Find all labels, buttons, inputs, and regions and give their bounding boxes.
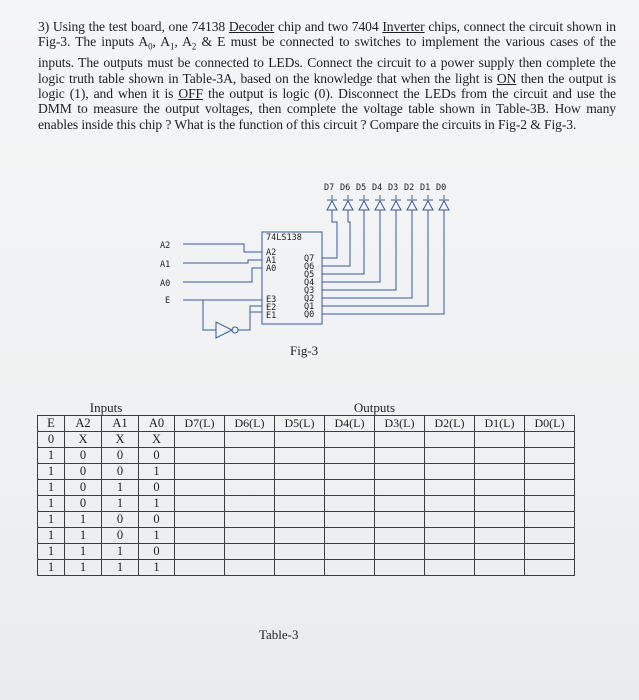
output-cell[interactable] — [375, 464, 425, 480]
output-cell[interactable] — [225, 528, 275, 544]
figure-caption: Fig-3 — [290, 343, 319, 358]
led-d0 — [439, 195, 449, 210]
input-cell: 1 — [65, 544, 102, 560]
label-a1: A1 — [160, 260, 171, 270]
output-cell[interactable] — [275, 432, 325, 448]
output-cell[interactable] — [275, 512, 325, 528]
led-d5 — [359, 195, 369, 210]
col-a1: A1 — [102, 416, 139, 432]
output-cell[interactable] — [525, 496, 575, 512]
input-cell: 1 — [65, 512, 102, 528]
input-cell: 1 — [38, 544, 65, 560]
input-cell: 1 — [102, 480, 139, 496]
wire-a0-chip — [233, 268, 262, 282]
table-row — [38, 480, 575, 496]
input-cell: 0 — [65, 464, 102, 480]
output-cell[interactable] — [325, 432, 375, 448]
input-cell: 0 — [102, 528, 139, 544]
pin-a1: A1 — [266, 256, 277, 266]
output-cell[interactable] — [425, 448, 475, 464]
wire-e-branch — [203, 300, 216, 330]
input-cell: 0 — [139, 544, 175, 560]
led-d2 — [407, 195, 417, 210]
inverter-word: Inverter — [382, 19, 425, 34]
output-cell[interactable] — [225, 496, 275, 512]
output-cell[interactable] — [425, 512, 475, 528]
outputs-header: Outputs — [353, 400, 396, 415]
output-cell[interactable] — [375, 480, 425, 496]
output-cell[interactable] — [325, 544, 375, 560]
col-d1: D1(L) — [475, 416, 525, 432]
output-cell[interactable] — [425, 480, 475, 496]
output-cell[interactable] — [375, 544, 425, 560]
table-row — [38, 512, 575, 528]
output-cell[interactable] — [375, 432, 425, 448]
input-cell: 1 — [139, 496, 175, 512]
question-number: 3) — [38, 19, 50, 34]
table-row — [38, 432, 575, 448]
pin-e3: E3 — [266, 295, 277, 305]
label-a2: A2 — [160, 241, 171, 251]
output-cell[interactable] — [475, 448, 525, 464]
table-group-header — [38, 401, 575, 416]
input-cell: 1 — [65, 528, 102, 544]
input-cell: 1 — [38, 512, 65, 528]
table-row — [38, 496, 575, 512]
inputs-header: Inputs — [89, 400, 123, 415]
output-cell[interactable] — [225, 544, 275, 560]
output-cell[interactable] — [475, 432, 525, 448]
input-cell: 1 — [139, 464, 175, 480]
input-cell: 1 — [139, 528, 175, 544]
output-cell[interactable] — [525, 480, 575, 496]
input-cell: 1 — [102, 560, 139, 576]
output-cell[interactable] — [425, 496, 475, 512]
input-cell: 0 — [65, 448, 102, 464]
col-d6: D6(L) — [225, 416, 275, 432]
table-column-header — [38, 416, 575, 432]
output-cell[interactable] — [525, 560, 575, 576]
output-cell[interactable] — [525, 544, 575, 560]
input-cell: X — [139, 432, 175, 448]
output-cell[interactable] — [475, 496, 525, 512]
pin-e2: E2 — [266, 303, 277, 313]
output-cell[interactable] — [325, 464, 375, 480]
input-cell: 1 — [38, 496, 65, 512]
table-row — [38, 560, 575, 576]
label-e: E — [165, 296, 171, 306]
input-cell: 1 — [102, 496, 139, 512]
pin-q1: Q1 — [304, 302, 315, 312]
output-cell[interactable] — [175, 544, 225, 560]
led-label-d0: D0 — [436, 183, 447, 193]
chip-label: 74LS138 — [266, 233, 302, 243]
input-cell: 1 — [65, 560, 102, 576]
off-word: OFF — [178, 85, 204, 101]
input-cell: 1 — [38, 528, 65, 544]
input-cell: 0 — [38, 432, 65, 448]
input-cell: 1 — [102, 544, 139, 560]
pin-e1: E1 — [266, 311, 277, 321]
output-cell[interactable] — [275, 464, 325, 480]
pin-q4: Q4 — [304, 278, 315, 288]
led-label-d3: D3 — [388, 183, 399, 193]
input-cell: 0 — [139, 512, 175, 528]
output-cell[interactable] — [325, 480, 375, 496]
output-cell[interactable] — [375, 512, 425, 528]
output-cell[interactable] — [425, 560, 475, 576]
output-cell[interactable] — [175, 528, 225, 544]
input-cell: 1 — [38, 480, 65, 496]
pin-q7: Q7 — [304, 254, 315, 264]
output-cell[interactable] — [425, 544, 475, 560]
on-word: ON — [496, 70, 517, 86]
decoder-word: Decoder — [228, 19, 275, 34]
output-cell[interactable] — [525, 432, 575, 448]
led-label-d6: D6 — [340, 183, 351, 193]
led-d1 — [423, 195, 433, 210]
col-d4: D4(L) — [325, 416, 375, 432]
col-d7: D7(L) — [175, 416, 225, 432]
input-cell: X — [102, 432, 139, 448]
pin-a0: A0 — [266, 264, 277, 274]
truth-table — [37, 401, 575, 576]
output-cell[interactable] — [475, 464, 525, 480]
col-e: E — [38, 416, 65, 432]
pin-q3: Q3 — [304, 286, 315, 296]
input-cell: 1 — [139, 560, 175, 576]
output-cell[interactable] — [225, 512, 275, 528]
output-cell[interactable] — [325, 448, 375, 464]
wire-inverter-out — [238, 306, 262, 330]
output-cell[interactable] — [375, 528, 425, 544]
table-row — [38, 528, 575, 544]
output-cell[interactable] — [375, 448, 425, 464]
output-cell[interactable] — [275, 496, 325, 512]
output-cell[interactable] — [175, 448, 225, 464]
output-cell[interactable] — [175, 512, 225, 528]
col-d2: D2(L) — [425, 416, 475, 432]
output-cell[interactable] — [475, 480, 525, 496]
input-cell: 0 — [139, 448, 175, 464]
label-a0: A0 — [160, 279, 171, 289]
output-cell[interactable] — [325, 528, 375, 544]
led-d3 — [391, 195, 401, 210]
output-cell[interactable] — [225, 448, 275, 464]
col-d0: D0(L) — [525, 416, 575, 432]
input-cell: 0 — [102, 464, 139, 480]
output-cell[interactable] — [225, 432, 275, 448]
output-cell[interactable] — [275, 528, 325, 544]
table-row — [38, 464, 575, 480]
output-cell[interactable] — [475, 528, 525, 544]
output-cell[interactable] — [325, 560, 375, 576]
output-cell[interactable] — [425, 464, 475, 480]
output-cell[interactable] — [275, 560, 325, 576]
output-cell[interactable] — [425, 528, 475, 544]
output-cell[interactable] — [175, 496, 225, 512]
input-cell: X — [65, 432, 102, 448]
output-cell[interactable] — [475, 560, 525, 576]
output-cell[interactable] — [225, 560, 275, 576]
led-label-d2: D2 — [404, 183, 415, 193]
table-caption: Table-3 — [259, 627, 299, 642]
pin-q5: Q5 — [304, 270, 315, 280]
output-cell[interactable] — [375, 496, 425, 512]
led-d4 — [375, 195, 385, 210]
question-text: 3) Using the test board, one 74138 Decoder chip and two 7404 Inverter chips, connect the circuit shown in Fig-3. The inputs $A_0$, $A_1$, $A_2$ & E must be connected to switches to implement the various cases of the inputs. The outputs must be connected to LEDs. Connect the circuit to a power supply then complete the logic truth table shown in Table-3A, based on the knowledge that when the light is ON then the output is logic (1), and when it is OFF the output is logic (0). Disconnect the LEDs from the circuit and use the DMM to measure the output voltages, then complete the voltage table shown in Table-3B. How many enables inside this chip ? What is the function of this circuit ? Compare the circuits in Fig-2 & Fig-3. — [38, 19, 616, 132]
led-label-d5: D5 — [356, 183, 367, 193]
input-cell: 0 — [65, 496, 102, 512]
col-d5: D5(L) — [275, 416, 325, 432]
output-cell[interactable] — [525, 448, 575, 464]
input-cell: 0 — [102, 512, 139, 528]
output-cell[interactable] — [275, 480, 325, 496]
pin-a2: A2 — [266, 248, 277, 258]
output-cell[interactable] — [225, 464, 275, 480]
output-cell[interactable] — [275, 544, 325, 560]
output-cell[interactable] — [525, 464, 575, 480]
table-row — [38, 544, 575, 560]
input-cell: 0 — [65, 480, 102, 496]
led-label-d7: D7 — [324, 183, 335, 193]
output-cell[interactable] — [175, 432, 225, 448]
pin-q0: Q0 — [304, 310, 315, 320]
led-label-d4: D4 — [372, 183, 383, 193]
pin-q6: Q6 — [304, 262, 315, 272]
input-cell: 1 — [38, 448, 65, 464]
pin-q2: Q2 — [304, 294, 315, 304]
output-cell[interactable] — [175, 480, 225, 496]
led-d7 — [327, 195, 337, 210]
input-cell: 0 — [139, 480, 175, 496]
wire-a1-chip — [233, 260, 262, 263]
output-cell[interactable] — [225, 480, 275, 496]
output-cell[interactable] — [175, 464, 225, 480]
col-d3: D3(L) — [375, 416, 425, 432]
led-d6 — [343, 195, 353, 210]
wire-a2-chip — [233, 244, 262, 252]
input-cell: 0 — [102, 448, 139, 464]
output-cell[interactable] — [325, 512, 375, 528]
output-cell[interactable] — [525, 512, 575, 528]
table-body — [38, 432, 575, 576]
col-a0: A0 — [139, 416, 175, 432]
output-cell[interactable] — [425, 432, 475, 448]
output-cell[interactable] — [475, 512, 525, 528]
output-cell[interactable] — [275, 448, 325, 464]
col-a2: A2 — [65, 416, 102, 432]
output-cell[interactable] — [525, 528, 575, 544]
output-cell[interactable] — [375, 560, 425, 576]
led-label-d1: D1 — [420, 183, 431, 193]
input-cell: 1 — [38, 560, 65, 576]
inverter-gate — [216, 322, 232, 338]
input-cell: 1 — [38, 464, 65, 480]
table-row — [38, 448, 575, 464]
output-cell[interactable] — [475, 544, 525, 560]
output-cell[interactable] — [325, 496, 375, 512]
output-cell[interactable] — [175, 560, 225, 576]
